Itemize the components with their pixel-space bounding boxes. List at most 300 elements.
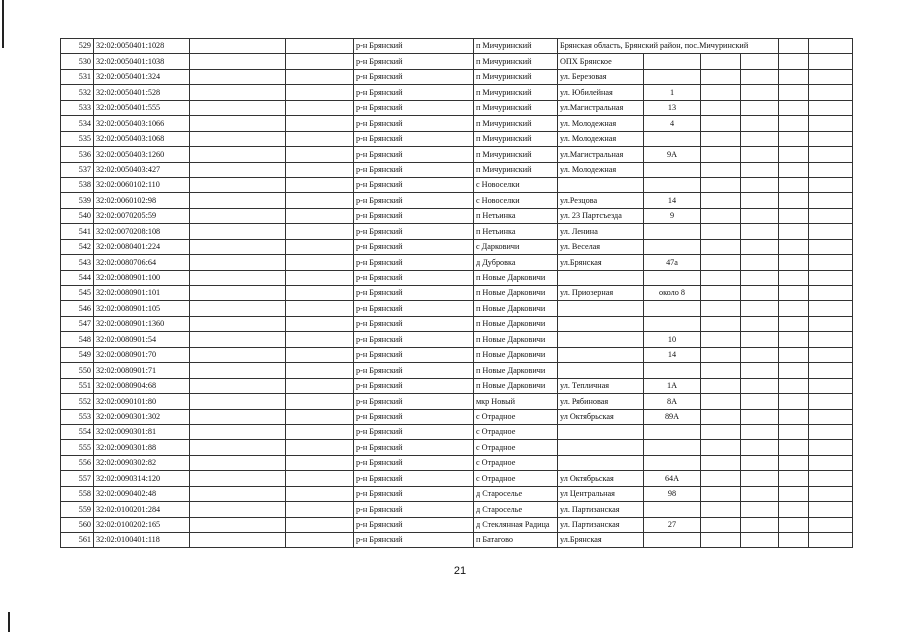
house-number	[644, 455, 701, 470]
empty-cell	[741, 347, 779, 362]
table-row	[61, 69, 853, 84]
empty-cell	[779, 239, 809, 254]
street	[558, 332, 644, 347]
empty-cell	[701, 533, 741, 548]
empty-cell	[701, 208, 741, 223]
table-row	[61, 471, 853, 486]
empty-cell	[741, 270, 779, 285]
row-number: 552	[61, 394, 94, 409]
row-number: 540	[61, 208, 94, 223]
street: ул. Березовая	[558, 69, 644, 84]
locality: п Новые Дарковичи	[474, 301, 558, 316]
district: р-н Брянский	[354, 224, 474, 239]
street	[558, 270, 644, 285]
empty-cell	[286, 116, 354, 131]
empty-cell	[286, 54, 354, 69]
empty-cell	[779, 347, 809, 362]
empty-cell	[190, 502, 286, 517]
house-number: 1	[644, 85, 701, 100]
empty-cell	[190, 316, 286, 331]
empty-cell	[190, 39, 286, 54]
house-number	[644, 69, 701, 84]
empty-cell	[701, 409, 741, 424]
empty-cell	[741, 239, 779, 254]
table-row	[61, 409, 853, 424]
empty-cell	[286, 409, 354, 424]
empty-cell	[701, 486, 741, 501]
empty-cell	[286, 394, 354, 409]
district: р-н Брянский	[354, 316, 474, 331]
empty-cell	[286, 332, 354, 347]
district: р-н Брянский	[354, 193, 474, 208]
district: р-н Брянский	[354, 270, 474, 285]
empty-cell	[701, 54, 741, 69]
district: р-н Брянский	[354, 208, 474, 223]
house-number: 4	[644, 116, 701, 131]
street	[558, 301, 644, 316]
locality: п Мичуринский	[474, 162, 558, 177]
street: ул. Приозерная	[558, 286, 644, 301]
district: р-н Брянский	[354, 378, 474, 393]
district: р-н Брянский	[354, 301, 474, 316]
district: р-н Брянский	[354, 239, 474, 254]
row-number: 542	[61, 239, 94, 254]
empty-cell	[809, 147, 853, 162]
empty-cell	[190, 208, 286, 223]
district: р-н Брянский	[354, 409, 474, 424]
empty-cell	[190, 270, 286, 285]
locality: д Стеклянная Радица	[474, 517, 558, 532]
house-number	[644, 301, 701, 316]
cadastral-number: 32:02:0080706:64	[94, 255, 190, 270]
empty-cell	[286, 347, 354, 362]
house-number	[644, 131, 701, 146]
empty-cell	[190, 69, 286, 84]
table-row	[61, 486, 853, 501]
house-number	[644, 270, 701, 285]
empty-cell	[190, 363, 286, 378]
street: ул.Магистральная	[558, 147, 644, 162]
street	[558, 363, 644, 378]
empty-cell	[701, 131, 741, 146]
empty-cell	[701, 224, 741, 239]
empty-cell	[779, 471, 809, 486]
district: р-н Брянский	[354, 332, 474, 347]
district: р-н Брянский	[354, 116, 474, 131]
empty-cell	[779, 286, 809, 301]
row-number: 539	[61, 193, 94, 208]
empty-cell	[190, 54, 286, 69]
empty-cell	[809, 394, 853, 409]
house-number: 89А	[644, 409, 701, 424]
row-number: 530	[61, 54, 94, 69]
empty-cell	[779, 301, 809, 316]
street: ул Центральная	[558, 486, 644, 501]
empty-cell	[741, 286, 779, 301]
empty-cell	[809, 224, 853, 239]
cadastral-number: 32:02:0080901:100	[94, 270, 190, 285]
empty-cell	[701, 116, 741, 131]
empty-cell	[701, 162, 741, 177]
house-number: 64А	[644, 471, 701, 486]
empty-cell	[779, 332, 809, 347]
empty-cell	[809, 208, 853, 223]
empty-cell	[809, 363, 853, 378]
district: р-н Брянский	[354, 255, 474, 270]
row-number: 536	[61, 147, 94, 162]
empty-cell	[286, 471, 354, 486]
locality: п Мичуринский	[474, 147, 558, 162]
table-row	[61, 316, 853, 331]
empty-cell	[809, 471, 853, 486]
house-number	[644, 363, 701, 378]
empty-cell	[286, 533, 354, 548]
house-number: 10	[644, 332, 701, 347]
cadastral-number: 32:02:0070208:108	[94, 224, 190, 239]
empty-cell	[779, 409, 809, 424]
empty-cell	[779, 486, 809, 501]
empty-cell	[701, 177, 741, 192]
empty-cell	[779, 394, 809, 409]
empty-cell	[701, 85, 741, 100]
empty-cell	[741, 424, 779, 439]
empty-cell	[190, 177, 286, 192]
empty-cell	[809, 85, 853, 100]
cadastral-number: 32:02:0050401:1038	[94, 54, 190, 69]
street: ОПХ Брянское	[558, 54, 644, 69]
empty-cell	[809, 100, 853, 115]
empty-cell	[190, 286, 286, 301]
empty-cell	[286, 208, 354, 223]
house-number: 9	[644, 208, 701, 223]
empty-cell	[190, 100, 286, 115]
cadastral-number: 32:02:0050401:1028	[94, 39, 190, 54]
street	[558, 440, 644, 455]
empty-cell	[286, 147, 354, 162]
district: р-н Брянский	[354, 177, 474, 192]
empty-cell	[779, 85, 809, 100]
house-number	[644, 54, 701, 69]
empty-cell	[741, 147, 779, 162]
district: р-н Брянский	[354, 394, 474, 409]
row-number: 558	[61, 486, 94, 501]
empty-cell	[286, 378, 354, 393]
locality: с Отрадное	[474, 440, 558, 455]
empty-cell	[809, 347, 853, 362]
empty-cell	[701, 347, 741, 362]
locality: п Новые Дарковичи	[474, 286, 558, 301]
empty-cell	[809, 116, 853, 131]
empty-cell	[286, 177, 354, 192]
row-number: 557	[61, 471, 94, 486]
house-number	[644, 440, 701, 455]
cadastral-number: 32:02:0050401:324	[94, 69, 190, 84]
locality: п Нетьинка	[474, 208, 558, 223]
street: ул.Брянская	[558, 255, 644, 270]
row-number: 555	[61, 440, 94, 455]
empty-cell	[190, 378, 286, 393]
row-number: 551	[61, 378, 94, 393]
empty-cell	[779, 162, 809, 177]
empty-cell	[779, 39, 809, 54]
cadastral-number: 32:02:0050403:427	[94, 162, 190, 177]
table-row	[61, 193, 853, 208]
empty-cell	[779, 455, 809, 470]
empty-cell	[701, 424, 741, 439]
locality: с Новоселки	[474, 193, 558, 208]
row-number: 553	[61, 409, 94, 424]
district: р-н Брянский	[354, 517, 474, 532]
empty-cell	[286, 316, 354, 331]
street	[558, 316, 644, 331]
street: ул. Молодежная	[558, 116, 644, 131]
locality: д Староселье	[474, 486, 558, 501]
street: ул.Брянская	[558, 533, 644, 548]
row-number: 541	[61, 224, 94, 239]
empty-cell	[809, 239, 853, 254]
locality: с Отрадное	[474, 424, 558, 439]
table-row	[61, 85, 853, 100]
empty-cell	[701, 100, 741, 115]
street	[558, 347, 644, 362]
cadastral-number: 32:02:0090302:82	[94, 455, 190, 470]
empty-cell	[809, 378, 853, 393]
empty-cell	[701, 69, 741, 84]
cadastral-number: 32:02:0100401:118	[94, 533, 190, 548]
district: р-н Брянский	[354, 486, 474, 501]
empty-cell	[190, 409, 286, 424]
empty-cell	[701, 286, 741, 301]
district: р-н Брянский	[354, 471, 474, 486]
district: р-н Брянский	[354, 286, 474, 301]
street: ул. Ленина	[558, 224, 644, 239]
street: ул. Молодежная	[558, 162, 644, 177]
house-number: 14	[644, 347, 701, 362]
empty-cell	[779, 100, 809, 115]
empty-cell	[779, 177, 809, 192]
locality: мкр Новый	[474, 394, 558, 409]
row-number: 534	[61, 116, 94, 131]
street: Брянская область, Брянский район, пос.Мичуринский	[558, 39, 779, 54]
empty-cell	[779, 224, 809, 239]
locality: п Мичуринский	[474, 69, 558, 84]
row-number: 560	[61, 517, 94, 532]
cadastral-number: 32:02:0090301:81	[94, 424, 190, 439]
empty-cell	[809, 301, 853, 316]
table-row	[61, 147, 853, 162]
district: р-н Брянский	[354, 347, 474, 362]
empty-cell	[809, 533, 853, 548]
property-registry-table	[60, 38, 853, 548]
empty-cell	[286, 286, 354, 301]
cadastral-number: 32:02:0050403:1260	[94, 147, 190, 162]
cadastral-number: 32:02:0050403:1066	[94, 116, 190, 131]
empty-cell	[741, 131, 779, 146]
empty-cell	[701, 332, 741, 347]
house-number	[644, 533, 701, 548]
empty-cell	[190, 116, 286, 131]
empty-cell	[286, 486, 354, 501]
cadastral-number: 32:02:0050403:1068	[94, 131, 190, 146]
cadastral-number: 32:02:0080901:54	[94, 332, 190, 347]
locality: п Новые Дарковичи	[474, 347, 558, 362]
table-row	[61, 424, 853, 439]
table-row	[61, 177, 853, 192]
district: р-н Брянский	[354, 39, 474, 54]
empty-cell	[741, 394, 779, 409]
empty-cell	[701, 394, 741, 409]
house-number	[644, 224, 701, 239]
cadastral-number: 32:02:0100201:284	[94, 502, 190, 517]
row-number: 545	[61, 286, 94, 301]
locality: с Новоселки	[474, 177, 558, 192]
empty-cell	[701, 147, 741, 162]
empty-cell	[809, 255, 853, 270]
empty-cell	[741, 162, 779, 177]
empty-cell	[190, 239, 286, 254]
table-row	[61, 39, 853, 54]
empty-cell	[190, 162, 286, 177]
empty-cell	[779, 363, 809, 378]
empty-cell	[779, 533, 809, 548]
cadastral-number: 32:02:0080904:68	[94, 378, 190, 393]
empty-cell	[286, 239, 354, 254]
locality: д Староселье	[474, 502, 558, 517]
empty-cell	[741, 332, 779, 347]
empty-cell	[779, 54, 809, 69]
empty-cell	[779, 116, 809, 131]
row-number: 549	[61, 347, 94, 362]
cadastral-number: 32:02:0080901:105	[94, 301, 190, 316]
empty-cell	[741, 409, 779, 424]
empty-cell	[741, 193, 779, 208]
table-row	[61, 224, 853, 239]
table-row	[61, 54, 853, 69]
empty-cell	[741, 471, 779, 486]
empty-cell	[286, 39, 354, 54]
cadastral-number: 32:02:0070205:59	[94, 208, 190, 223]
locality: п Новые Дарковичи	[474, 332, 558, 347]
house-number	[644, 239, 701, 254]
locality: с Отрадное	[474, 471, 558, 486]
empty-cell	[701, 502, 741, 517]
table-row	[61, 239, 853, 254]
empty-cell	[286, 224, 354, 239]
cadastral-number: 32:02:0080901:70	[94, 347, 190, 362]
house-number: 47а	[644, 255, 701, 270]
empty-cell	[741, 440, 779, 455]
house-number	[644, 162, 701, 177]
cadastral-number: 32:02:0090101:80	[94, 394, 190, 409]
district: р-н Брянский	[354, 54, 474, 69]
empty-cell	[809, 162, 853, 177]
district: р-н Брянский	[354, 363, 474, 378]
row-number: 529	[61, 39, 94, 54]
empty-cell	[741, 316, 779, 331]
row-number: 547	[61, 316, 94, 331]
empty-cell	[809, 486, 853, 501]
street: ул. Молодежная	[558, 131, 644, 146]
page-number: 21	[453, 565, 467, 577]
house-number	[644, 424, 701, 439]
empty-cell	[779, 208, 809, 223]
empty-cell	[190, 455, 286, 470]
empty-cell	[741, 363, 779, 378]
locality: п Новые Дарковичи	[474, 363, 558, 378]
empty-cell	[741, 486, 779, 501]
district: р-н Брянский	[354, 424, 474, 439]
empty-cell	[809, 455, 853, 470]
empty-cell	[741, 517, 779, 532]
cadastral-number: 32:02:0100202:165	[94, 517, 190, 532]
empty-cell	[286, 363, 354, 378]
empty-cell	[779, 502, 809, 517]
empty-cell	[190, 394, 286, 409]
empty-cell	[809, 131, 853, 146]
row-number: 531	[61, 69, 94, 84]
district: р-н Брянский	[354, 147, 474, 162]
empty-cell	[286, 162, 354, 177]
street: ул. Юбилейная	[558, 85, 644, 100]
street: ул. Веселая	[558, 239, 644, 254]
empty-cell	[809, 39, 853, 54]
street: ул.Резцова	[558, 193, 644, 208]
table-row	[61, 100, 853, 115]
cadastral-number: 32:02:0080901:101	[94, 286, 190, 301]
empty-cell	[190, 147, 286, 162]
empty-cell	[809, 69, 853, 84]
house-number	[644, 502, 701, 517]
table-row	[61, 332, 853, 347]
street: ул. Партизанская	[558, 517, 644, 532]
empty-cell	[779, 193, 809, 208]
table-body	[61, 39, 853, 548]
street: ул. Партизанская	[558, 502, 644, 517]
empty-cell	[190, 255, 286, 270]
table-row	[61, 286, 853, 301]
table-row	[61, 301, 853, 316]
house-number: 1А	[644, 378, 701, 393]
table-row	[61, 208, 853, 223]
street	[558, 424, 644, 439]
empty-cell	[190, 193, 286, 208]
empty-cell	[809, 193, 853, 208]
table-row	[61, 533, 853, 548]
empty-cell	[779, 147, 809, 162]
district: р-н Брянский	[354, 100, 474, 115]
empty-cell	[779, 316, 809, 331]
cadastral-number: 32:02:0080901:1360	[94, 316, 190, 331]
empty-cell	[809, 502, 853, 517]
empty-cell	[286, 301, 354, 316]
empty-cell	[809, 332, 853, 347]
house-number	[644, 177, 701, 192]
cadastral-number: 32:02:0050401:555	[94, 100, 190, 115]
empty-cell	[741, 224, 779, 239]
table-row	[61, 440, 853, 455]
house-number: 98	[644, 486, 701, 501]
district: р-н Брянский	[354, 69, 474, 84]
binding-mark-top	[2, 0, 4, 48]
cadastral-number: 32:02:0080401:224	[94, 239, 190, 254]
empty-cell	[741, 378, 779, 393]
table-row	[61, 162, 853, 177]
locality: п Батагово	[474, 533, 558, 548]
cadastral-number: 32:02:0090301:302	[94, 409, 190, 424]
empty-cell	[286, 85, 354, 100]
empty-cell	[190, 85, 286, 100]
empty-cell	[701, 455, 741, 470]
